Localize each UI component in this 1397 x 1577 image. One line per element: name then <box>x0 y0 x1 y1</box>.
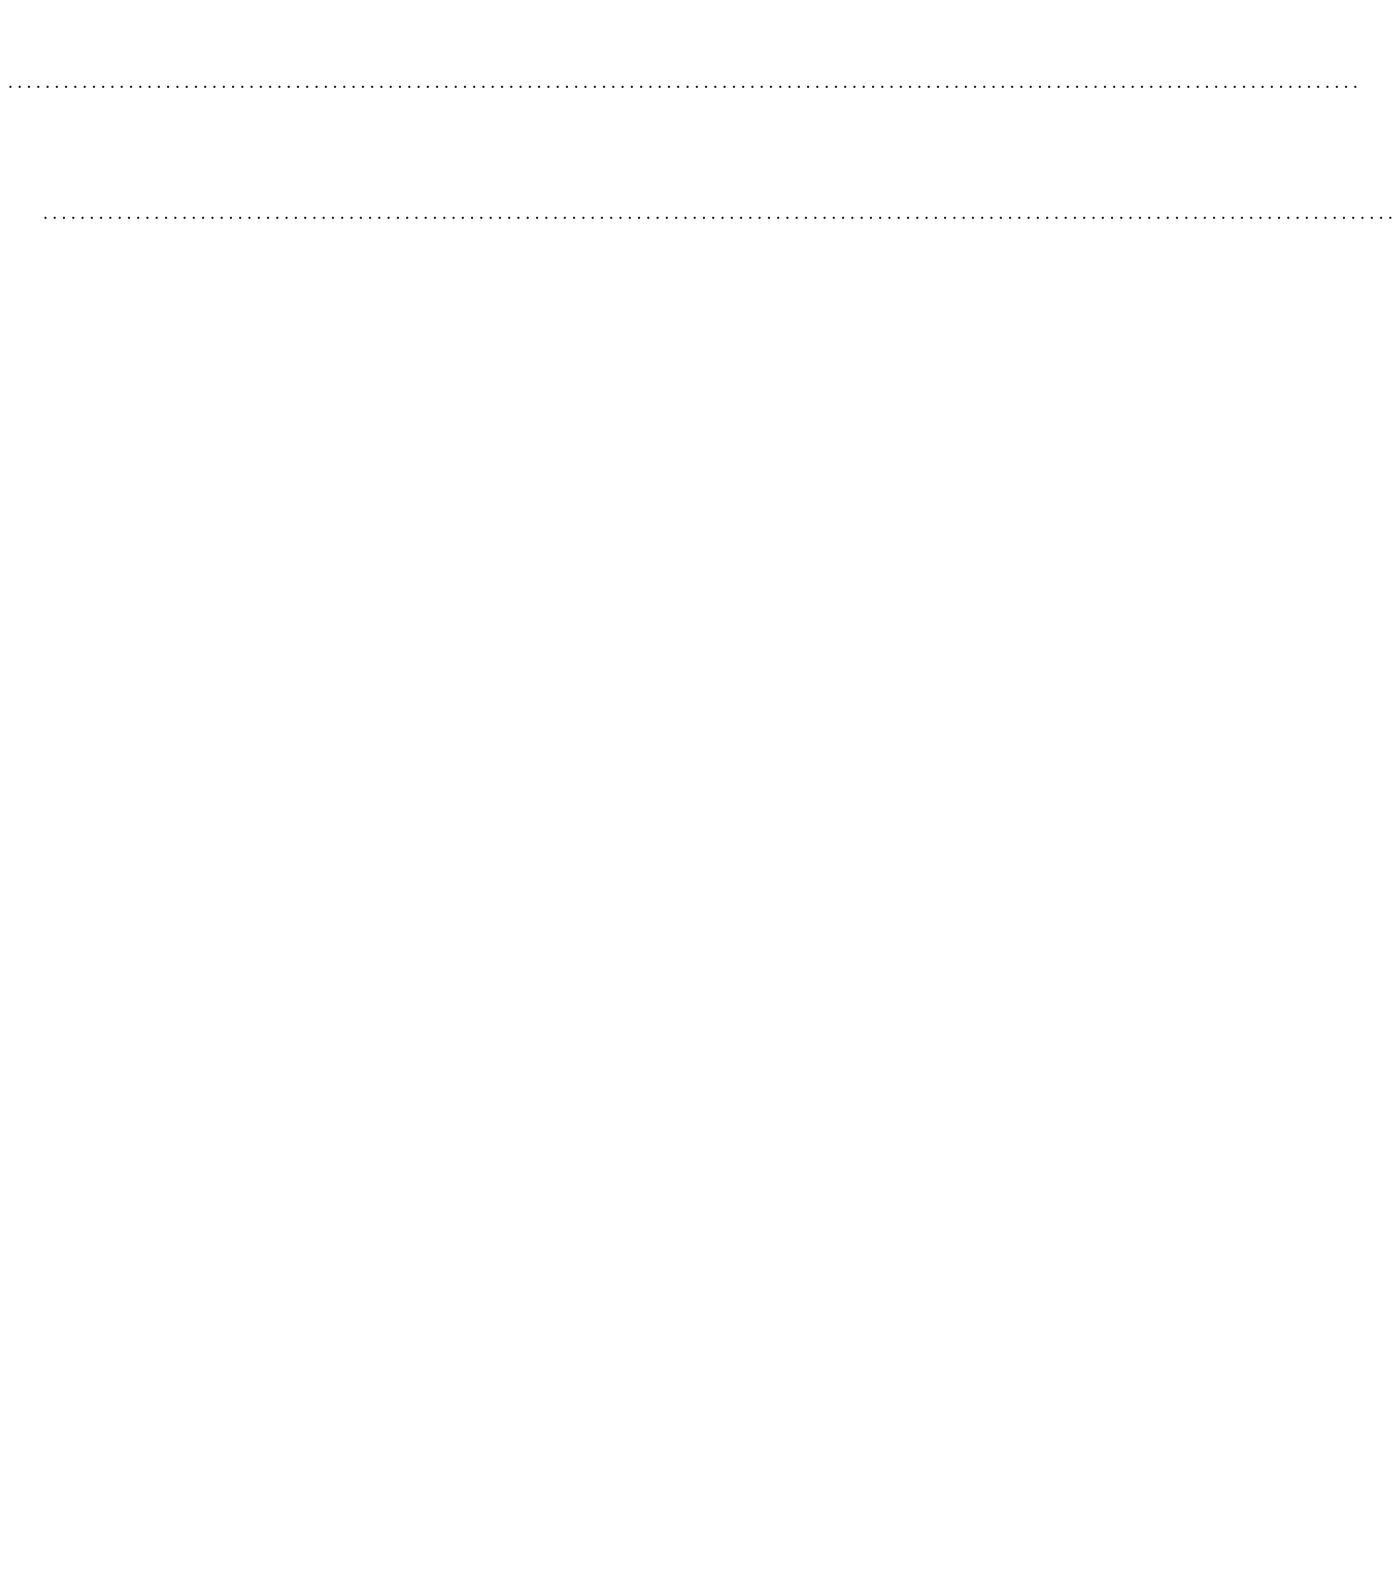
toc-entry-line <box>2 70 1363 96</box>
toc-entry-line <box>2 201 1397 227</box>
toc-entry-editorial[interactable] <box>2 201 1397 227</box>
leader-dots: .................................................................................................................................................. <box>8 72 1363 93</box>
toc-entry-introduction[interactable] <box>2 70 1363 96</box>
leader-dots: .................................................................................................................................................. <box>43 203 1397 224</box>
